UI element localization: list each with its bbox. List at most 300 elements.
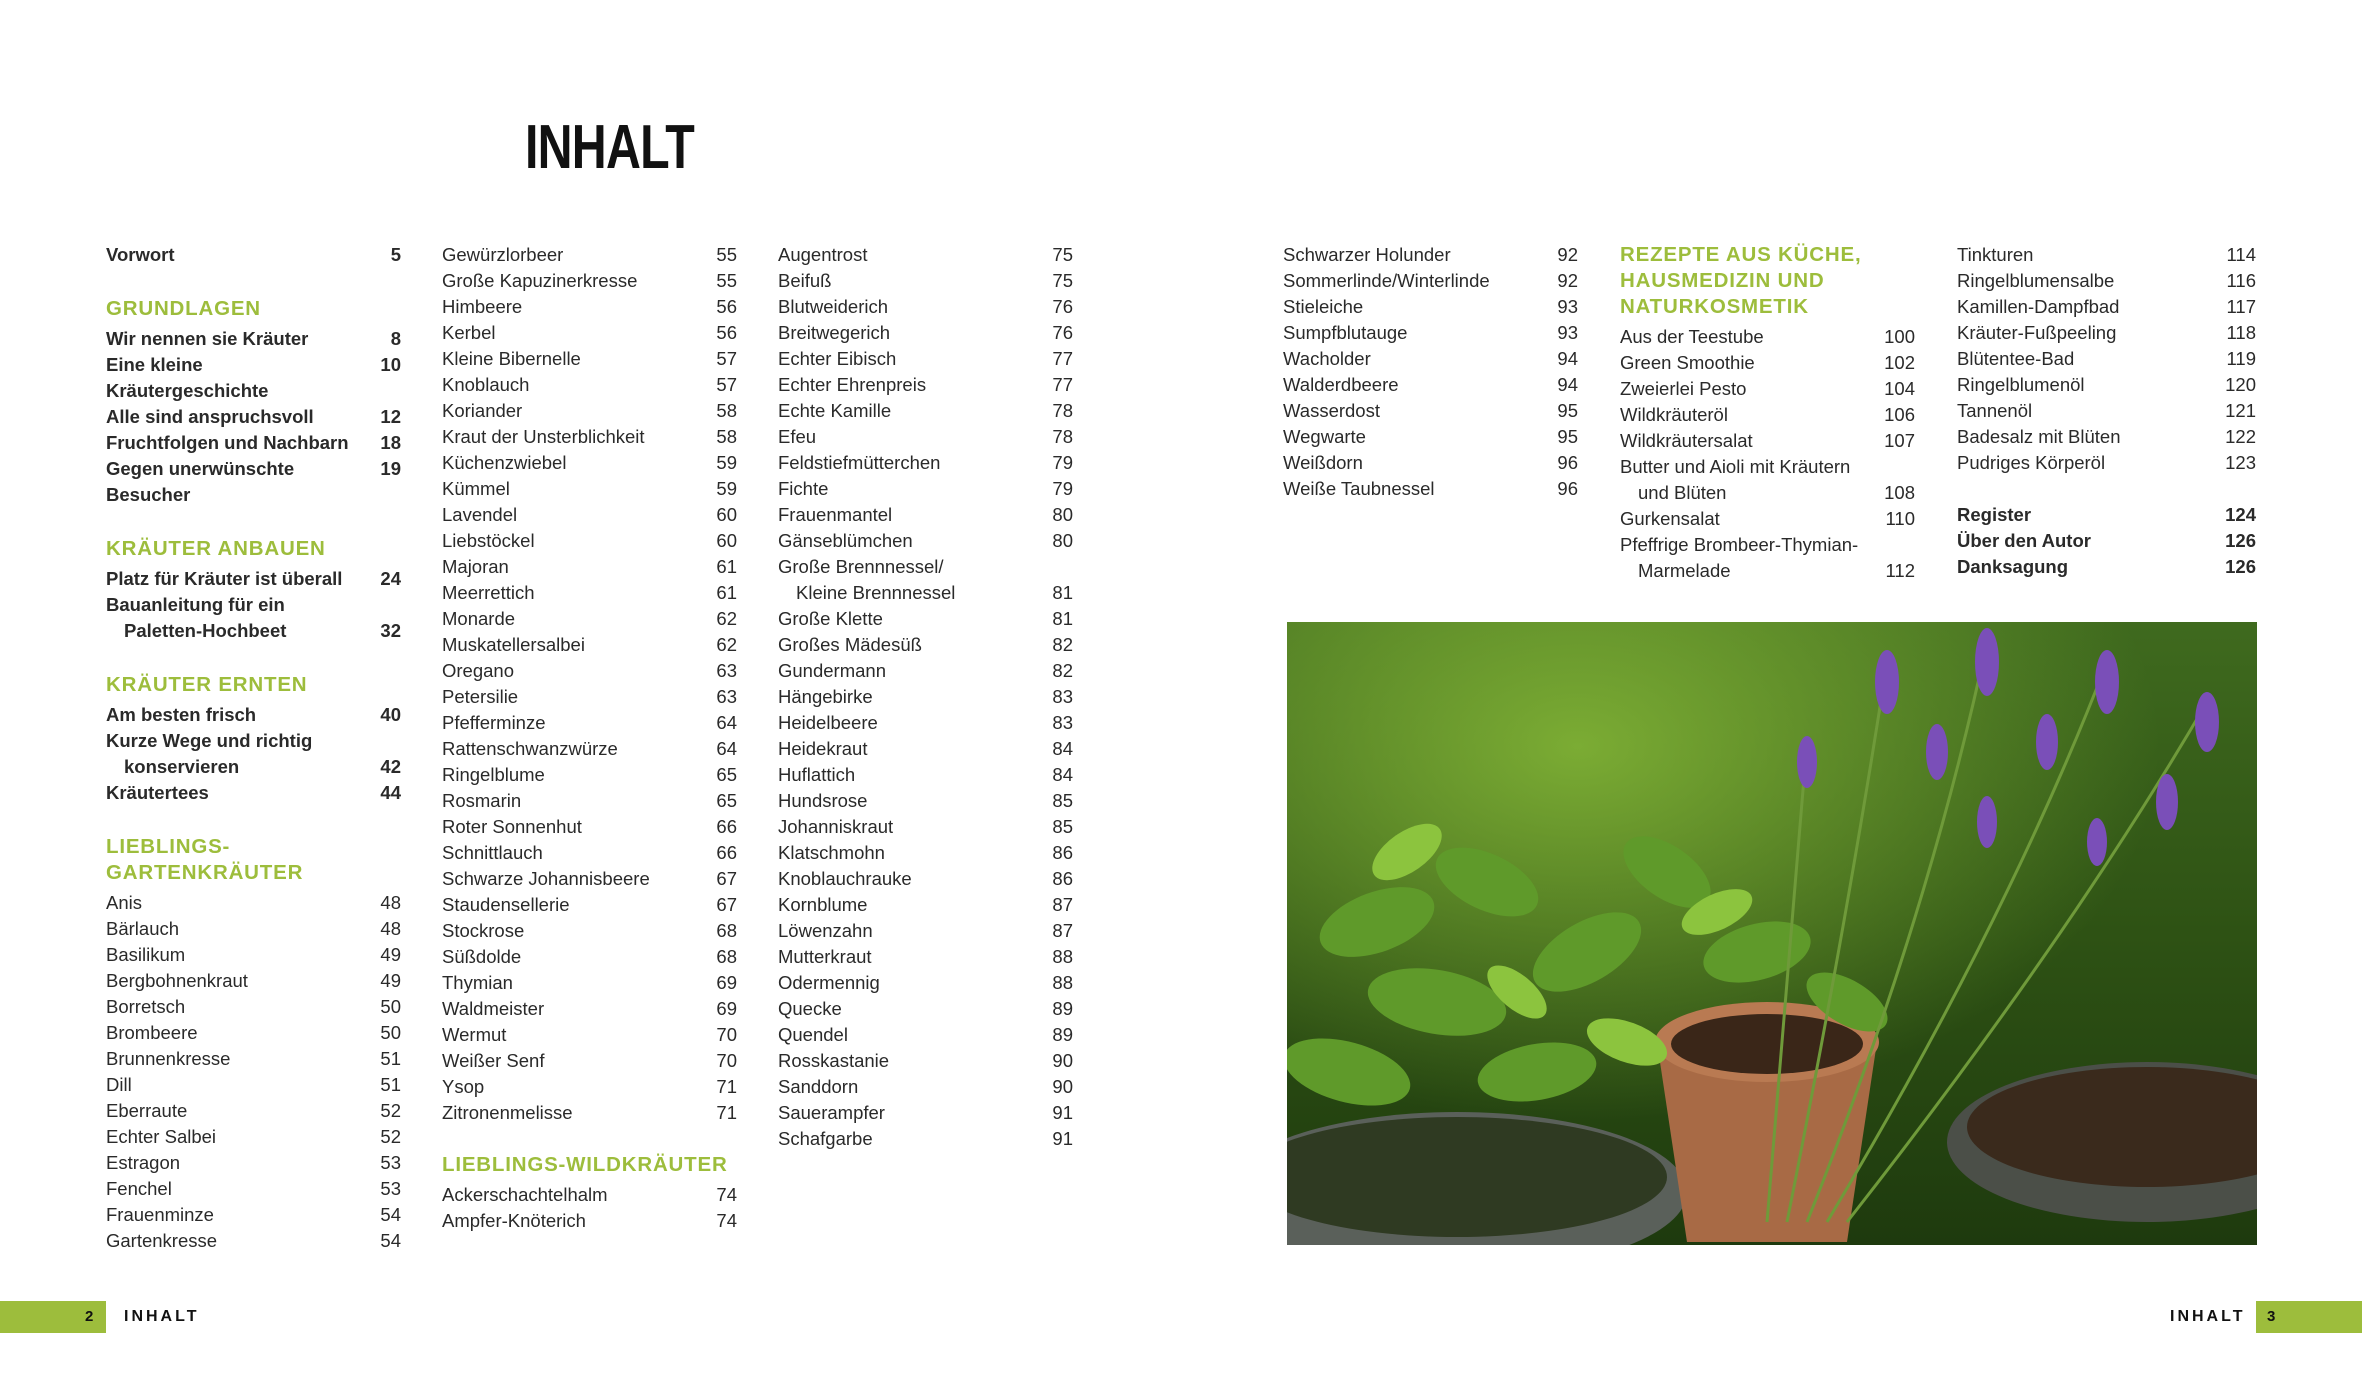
toc-entry [1620,428,1915,454]
toc-entry-page: 95 [1557,426,1578,447]
toc-entry-label: Bärlauch [106,918,180,939]
toc-entry-page: 96 [1557,452,1578,473]
section-heading: GRUNDLAGEN [106,297,261,320]
toc-entry [1957,502,2256,528]
toc-entry-label: Schwarze Johannisbeere [442,868,650,889]
toc-entry-page: 51 [380,1074,401,1095]
toc-entry-page: 116 [2226,270,2256,291]
toc-entry-label: Klatschmohn [778,842,885,863]
toc-entry [106,1202,401,1228]
toc-entry-page: 49 [380,944,401,965]
toc-entry-page: 54 [380,1230,401,1251]
toc-entry [1620,558,1915,584]
toc-entry-label: Ysop [442,1076,485,1097]
toc-entry-page: 67 [716,894,737,915]
toc-entry-label: Echter Eibisch [778,348,897,369]
toc-entry-label: Blutweiderich [778,296,889,317]
toc-entry-page: 85 [1052,816,1073,837]
toc-entry [442,268,737,294]
toc-entry [442,684,737,710]
toc-entry-page: 91 [1052,1128,1073,1149]
toc-column-3 [778,242,1073,1152]
toc-entry-page: 126 [2225,556,2256,577]
toc-entry-label: Kleine Bibernelle [442,348,581,369]
toc-entry [778,632,1073,658]
toc-entry-label: Wermut [442,1024,507,1045]
toc-entry [1283,372,1578,398]
toc-entry-page: 110 [1885,508,1915,529]
spacer [1957,476,2256,502]
toc-entry-page: 123 [2225,452,2256,473]
toc-entry [778,996,1073,1022]
toc-entry-page: 61 [716,582,737,603]
toc-entry-page: 42 [380,756,401,777]
toc-entry [1283,450,1578,476]
toc-entry [1283,294,1578,320]
toc-entry-label: Frauenmantel [778,504,893,525]
toc-entry [442,1022,737,1048]
toc-entry-page: 79 [1052,478,1073,499]
toc-entry-label: Schwarzer Holunder [1283,244,1451,265]
toc-entry [442,788,737,814]
toc-entry-label: Butter und Aioli mit Kräutern [1620,456,1851,477]
toc-entry-page: 75 [1052,270,1073,291]
toc-entry-label: und Blüten [1638,482,1727,503]
toc-entry-page: 114 [2226,244,2256,265]
toc-entry [442,424,737,450]
toc-entry-page: 48 [380,918,401,939]
toc-entry [106,242,401,268]
toc-entry [442,450,737,476]
toc-entry [106,566,401,592]
toc-entry-page: 79 [1052,452,1073,473]
toc-entry-page: 106 [1884,404,1915,425]
toc-entry-page: 74 [716,1184,737,1205]
toc-entry-label: Rosskastanie [778,1050,890,1071]
toc-entry-page: 55 [716,270,737,291]
toc-entry-page: 48 [380,892,401,913]
toc-entry [106,592,401,618]
toc-entry-label: Rosmarin [442,790,522,811]
toc-entry [442,762,737,788]
toc-entry-label: Alle sind anspruchsvoll [106,406,314,427]
toc-entry-label: Thymian [442,972,513,993]
toc-entry-page: 44 [380,782,401,803]
toc-entry-label: Gartenkresse [106,1230,218,1251]
toc-entry-page: 61 [716,556,737,577]
toc-entry-page: 12 [380,406,401,427]
toc-entry-label: Monarde [442,608,516,629]
toc-entry-page: 81 [1052,608,1073,629]
toc-entry-label: Roter Sonnenhut [442,816,582,837]
toc-entry-label: Stockrose [442,920,525,941]
toc-entry-page: 102 [1884,352,1915,373]
toc-entry [442,294,737,320]
toc-entry-page: 54 [380,1204,401,1225]
toc-entry-label: Efeu [778,426,817,447]
toc-entry-page: 70 [716,1050,737,1071]
toc-entry [1957,450,2256,476]
toc-entry-label: Pfefferminze [442,712,546,733]
toc-entry-page: 119 [2226,348,2256,369]
toc-entry [1283,424,1578,450]
toc-entry-label: Wasserdost [1283,400,1380,421]
toc-entry [1957,424,2256,450]
page-title: INHALT [525,113,695,182]
toc-entry-page: 122 [2225,426,2256,447]
toc-entry-label: Fenchel [106,1178,172,1199]
toc-entry [442,320,737,346]
toc-entry-page: 51 [380,1048,401,1069]
toc-entry-label: Fichte [778,478,829,499]
toc-column-1 [106,242,401,1254]
toc-entry [778,710,1073,736]
toc-entry-label: Tinkturen [1957,244,2034,265]
toc-entry-label: Küchenzwiebel [442,452,567,473]
toc-column-2 [442,242,737,1234]
toc-entry [1620,454,1915,480]
toc-entry-label: Borretsch [106,996,186,1017]
toc-entry-label: Anis [106,892,142,913]
toc-entry-label: Sommerlinde/Winterlinde [1283,270,1490,291]
toc-entry-label: Weißdorn [1283,452,1363,473]
toc-entry-label: Ampfer-Knöterich [442,1210,586,1231]
toc-entry [106,994,401,1020]
toc-entry-page: 77 [1052,348,1073,369]
toc-entry [1957,528,2256,554]
toc-entry-page: 82 [1052,634,1073,655]
toc-entry-page: 88 [1052,972,1073,993]
toc-entry-page: 40 [380,704,401,725]
toc-entry-label: Walderdbeere [1283,374,1399,395]
toc-entry [442,1048,737,1074]
toc-entry-label: Gurkensalat [1620,508,1720,529]
toc-entry [106,728,401,754]
toc-entry-label: Quendel [778,1024,848,1045]
toc-entry-label: Echte Kamille [778,400,892,421]
toc-entry-label: Kräuter-Fußpeeling [1957,322,2117,343]
toc-entry-label: Marmelade [1638,560,1731,581]
toc-entry-label: Eberraute [106,1100,188,1121]
footer-label-right: INHALT [2170,1308,2246,1325]
toc-entry [778,840,1073,866]
toc-entry-page: 65 [716,764,737,785]
toc-entry-page: 64 [716,738,737,759]
toc-entry [1283,320,1578,346]
toc-entry [778,658,1073,684]
toc-entry-page: 68 [716,920,737,941]
toc-entry [1283,268,1578,294]
toc-entry [1620,480,1915,506]
toc-entry-page: 8 [390,328,401,349]
toc-entry-label: Staudensellerie [442,894,570,915]
toc-entry [442,242,737,268]
toc-entry [1620,402,1915,428]
toc-entry-page: 49 [380,970,401,991]
toc-entry [778,1074,1073,1100]
toc-entry [442,476,737,502]
toc-entry [442,632,737,658]
toc-entry-page: 94 [1557,348,1578,369]
toc-entry-label: Echter Ehrenpreis [778,374,927,395]
toc-entry-page: 65 [716,790,737,811]
toc-entry-label: Weiße Taubnessel [1283,478,1435,499]
toc-entry-label: Knoblauchrauke [778,868,912,889]
toc-entry [778,918,1073,944]
toc-entry [106,326,401,352]
toc-entry-label: Frauenminze [106,1204,214,1225]
toc-entry-page: 86 [1052,842,1073,863]
toc-entry-page: 57 [716,348,737,369]
toc-entry-label: Kerbel [442,322,496,343]
toc-entry-label: Sauerampfer [778,1102,885,1123]
toc-entry [442,736,737,762]
toc-entry [442,892,737,918]
toc-entry-page: 70 [716,1024,737,1045]
section-heading: LIEBLINGS-GARTENKRÄUTER [106,835,304,884]
toc-entry-page: 93 [1557,296,1578,317]
toc-entry [442,346,737,372]
toc-entry-label: Echter Salbei [106,1126,217,1147]
toc-entry [106,754,401,780]
toc-entry-page: 50 [380,996,401,1017]
toc-entry-page: 59 [716,452,737,473]
toc-entry-page: 90 [1052,1050,1073,1071]
toc-entry [778,476,1073,502]
toc-entry-label: Ringelblumensalbe [1957,270,2115,291]
toc-entry-label: Große Klette [778,608,883,629]
toc-entry-label: Pfeffrige Brombeer-Thymian- [1620,534,1859,555]
toc-entry [1957,346,2256,372]
toc-entry-page: 71 [716,1076,737,1097]
section-heading: REZEPTE AUS KÜCHE, HAUSMEDIZIN UND NATURKOSMETIK [1620,243,1862,318]
toc-entry [1957,320,2256,346]
toc-entry [442,502,737,528]
toc-entry-label: Großes Mädesüß [778,634,922,655]
toc-entry-page: 57 [716,374,737,395]
toc-entry [442,1208,737,1234]
toc-entry-label: Ringelblumenöl [1957,374,2085,395]
toc-entry [106,404,401,430]
toc-entry-page: 86 [1052,868,1073,889]
toc-entry [106,890,401,916]
toc-entry [778,788,1073,814]
toc-entry-page: 52 [380,1126,401,1147]
toc-entry-label: Fruchtfolgen und Nachbarn [106,432,349,453]
toc-entry-label: Bauanleitung für ein [106,594,285,615]
toc-entry [1620,376,1915,402]
toc-entry [442,658,737,684]
toc-entry-label: Knoblauch [442,374,530,395]
toc-entry-page: 107 [1884,430,1915,451]
toc-entry [778,502,1073,528]
toc-entry [778,970,1073,996]
toc-entry-label: Schafgarbe [778,1128,873,1149]
toc-entry [778,1126,1073,1152]
toc-entry-label: Schnittlauch [442,842,543,863]
toc-entry [106,456,401,508]
toc-entry-label: Tannenöl [1957,400,2033,421]
toc-entry [1283,346,1578,372]
toc-entry-label: Ringelblume [442,764,545,785]
toc-entry-page: 58 [716,400,737,421]
toc-entry-label: Odermennig [778,972,880,993]
herb-photo [1287,622,2257,1245]
toc-entry-label: Am besten frisch [106,704,257,725]
toc-entry [442,528,737,554]
toc-entry-label: Johanniskraut [778,816,894,837]
toc-entry-label: Meerrettich [442,582,535,603]
toc-entry-page: 58 [716,426,737,447]
toc-entry-label: Weißer Senf [442,1050,545,1071]
toc-entry-label: Wildkräutersalat [1620,430,1753,451]
toc-entry-label: Muskatellersalbei [442,634,585,655]
toc-entry-label: Majoran [442,556,509,577]
toc-entry-page: 80 [1052,530,1073,551]
toc-entry [778,1048,1073,1074]
toc-entry-label: Kümmel [442,478,510,499]
toc-entry [442,606,737,632]
toc-entry-page: 53 [380,1152,401,1173]
toc-entry-page: 118 [2226,322,2256,343]
toc-entry-label: Feldstiefmütterchen [778,452,941,473]
toc-entry [106,916,401,942]
toc-entry-label: Süßdolde [442,946,522,967]
toc-entry [778,346,1073,372]
section-heading: KRÄUTER ANBAUEN [106,537,326,560]
toc-entry-label: Sanddorn [778,1076,859,1097]
toc-entry-label: Kamillen-Dampfbad [1957,296,2120,317]
toc-entry [778,398,1073,424]
toc-entry-page: 18 [380,432,401,453]
toc-entry-page: 66 [716,816,737,837]
toc-entry-page: 87 [1052,894,1073,915]
toc-entry [106,942,401,968]
toc-entry [442,554,737,580]
toc-entry-page: 24 [380,568,401,589]
toc-entry-page: 67 [716,868,737,889]
toc-entry-label: konservieren [124,756,240,777]
toc-entry-page: 89 [1052,998,1073,1019]
toc-entry [106,430,401,456]
toc-entry [1283,398,1578,424]
toc-entry [442,710,737,736]
toc-entry-label: Register [1957,504,2032,525]
toc-entry [106,352,401,404]
toc-entry [1957,242,2256,268]
toc-entry-page: 5 [390,244,401,265]
toc-entry-page: 92 [1557,244,1578,265]
toc-entry-label: Wegwarte [1283,426,1366,447]
toc-entry [778,684,1073,710]
toc-entry-label: Waldmeister [442,998,545,1019]
toc-entry-label: Koriander [442,400,523,421]
toc-entry-label: Gänseblümchen [778,530,913,551]
toc-entry-label: Über den Autor [1957,530,2091,551]
toc-entry-label: Paletten-Hochbeet [124,620,287,641]
toc-entry-page: 81 [1052,582,1073,603]
toc-entry-label: Badesalz mit Blüten [1957,426,2121,447]
toc-entry-page: 63 [716,686,737,707]
footer-label-left: INHALT [124,1308,200,1325]
toc-entry-label: Quecke [778,998,842,1019]
toc-entry [442,944,737,970]
toc-entry [442,580,737,606]
toc-entry-page: 60 [716,530,737,551]
toc-entry-label: Heidekraut [778,738,868,759]
toc-entry-label: Brunnenkresse [106,1048,231,1069]
toc-entry-page: 64 [716,712,737,733]
toc-entry-page: 63 [716,660,737,681]
toc-entry-label: Zitronenmelisse [442,1102,573,1123]
toc-entry-page: 92 [1557,270,1578,291]
toc-entry [778,554,1073,580]
toc-entry [106,1098,401,1124]
toc-entry [778,762,1073,788]
toc-entry-label: Liebstöckel [442,530,535,551]
toc-entry [442,918,737,944]
toc-entry [442,1100,737,1126]
toc-entry-page: 100 [1884,326,1915,347]
toc-entry [106,1124,401,1150]
toc-entry-page: 59 [716,478,737,499]
toc-entry [1620,506,1915,532]
toc-entry [106,1020,401,1046]
toc-entry [778,1022,1073,1048]
toc-entry-page: 121 [2225,400,2256,421]
toc-entry-page: 74 [716,1210,737,1231]
toc-entry [778,1100,1073,1126]
toc-entry-label: Lavendel [442,504,518,525]
toc-entry-label: Oregano [442,660,514,681]
toc-entry-page: 82 [1052,660,1073,681]
toc-entry-label: Heidelbeere [778,712,878,733]
toc-entry [442,814,737,840]
toc-entry-page: 19 [380,458,401,479]
toc-entry-label: Bergbohnenkraut [106,970,248,991]
toc-entry-label: Kurze Wege und richtig [106,730,313,751]
toc-entry-label: Hängebirke [778,686,873,707]
toc-entry-page: 75 [1052,244,1073,265]
toc-entry [1620,324,1915,350]
toc-entry-label: Kräutertees [106,782,209,803]
toc-entry-label: Beifuß [778,270,832,291]
toc-entry-page: 60 [716,504,737,525]
toc-entry-label: Vorwort [106,244,175,265]
toc-entry-page: 69 [716,972,737,993]
toc-entry-page: 56 [716,296,737,317]
toc-entry [778,866,1073,892]
toc-entry [778,450,1073,476]
toc-column-4 [1283,242,1578,502]
toc-entry [1957,398,2256,424]
toc-entry-page: 83 [1052,712,1073,733]
toc-entry-label: Green Smoothie [1620,352,1755,373]
toc-entry-page: 68 [716,946,737,967]
toc-entry-label: Große Kapuzinerkresse [442,270,638,291]
toc-entry-label: Gewürzlorbeer [442,244,564,265]
toc-entry [778,294,1073,320]
toc-entry [106,968,401,994]
toc-entry-label: Blütentee-Bad [1957,348,2075,369]
toc-entry-page: 62 [716,608,737,629]
toc-entry-label: Breitwegerich [778,322,891,343]
toc-entry [1957,294,2256,320]
toc-entry [1283,242,1578,268]
section-heading: KRÄUTER ERNTEN [106,673,308,696]
toc-entry [106,702,401,728]
toc-entry [442,866,737,892]
